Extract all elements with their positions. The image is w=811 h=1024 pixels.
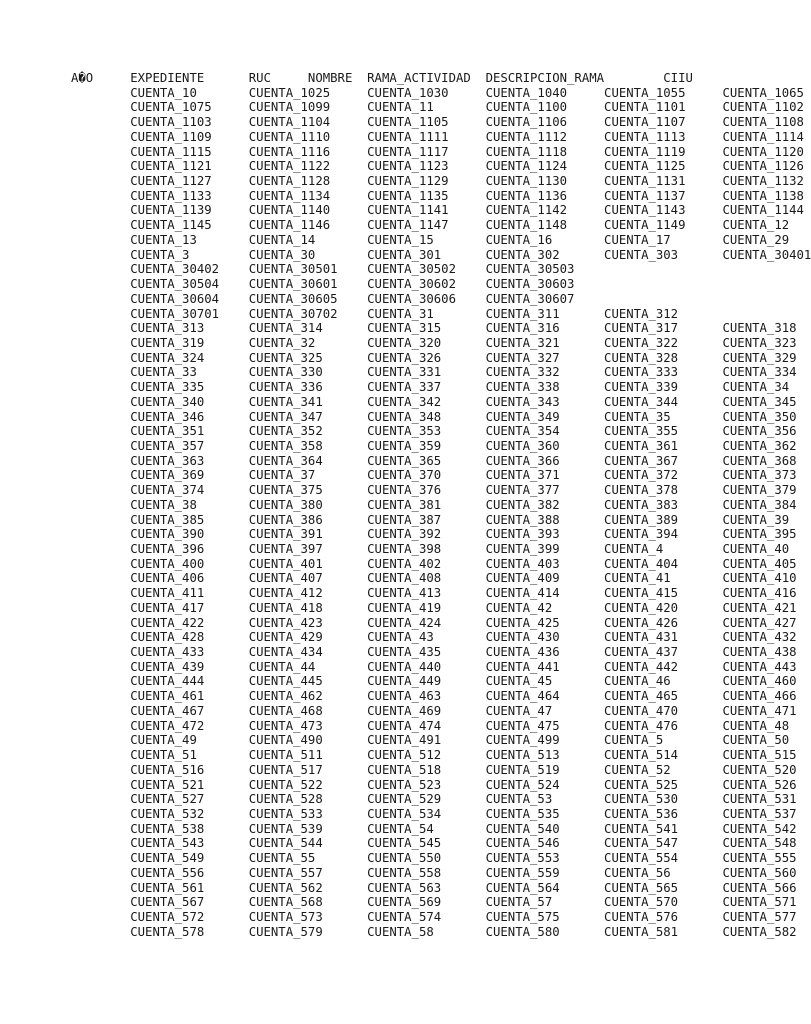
text-line: CUENTA_38 CUENTA_380 CUENTA_381 CUENTA_382 CUENTA_383 CUENTA_384: [71, 497, 797, 512]
text-line: CUENTA_1109 CUENTA_1110 CUENTA_1111 CUENTA_1112 CUENTA_1113 CUENTA_1114: [71, 129, 804, 144]
text-line: CUENTA_374 CUENTA_375 CUENTA_376 CUENTA_377 CUENTA_378 CUENTA_379: [71, 483, 797, 498]
text-line: CUENTA_433 CUENTA_434 CUENTA_435 CUENTA_436 CUENTA_437 CUENTA_438: [71, 645, 797, 660]
text-line: CUENTA_30701 CUENTA_30702 CUENTA_31 CUENTA_311 CUENTA_312: [71, 306, 679, 321]
text-line: CUENTA_1133 CUENTA_1134 CUENTA_1135 CUENTA_1136 CUENTA_1137 CUENTA_1138: [71, 188, 804, 203]
text-line: CUENTA_417 CUENTA_418 CUENTA_419 CUENTA_42 CUENTA_420 CUENTA_421: [71, 600, 797, 615]
text-line: CUENTA_10 CUENTA_1025 CUENTA_1030 CUENTA_1040 CUENTA_1055 CUENTA_1065: [71, 85, 804, 100]
text-line: CUENTA_30504 CUENTA_30601 CUENTA_30602 CUENTA_30603: [71, 277, 575, 292]
text-line: CUENTA_1139 CUENTA_1140 CUENTA_1141 CUENTA_1142 CUENTA_1143 CUENTA_1144: [71, 203, 804, 218]
text-line: CUENTA_340 CUENTA_341 CUENTA_342 CUENTA_343 CUENTA_344 CUENTA_345: [71, 394, 797, 409]
text-line: CUENTA_51 CUENTA_511 CUENTA_512 CUENTA_513 CUENTA_514 CUENTA_515: [71, 748, 797, 763]
text-line: CUENTA_578 CUENTA_579 CUENTA_58 CUENTA_580 CUENTA_581 CUENTA_582: [71, 924, 797, 939]
text-line: CUENTA_467 CUENTA_468 CUENTA_469 CUENTA_47 CUENTA_470 CUENTA_471: [71, 703, 797, 718]
text-line: CUENTA_406 CUENTA_407 CUENTA_408 CUENTA_409 CUENTA_41 CUENTA_410: [71, 571, 797, 586]
text-line: CUENTA_538 CUENTA_539 CUENTA_54 CUENTA_540 CUENTA_541 CUENTA_542: [71, 821, 797, 836]
text-line: CUENTA_400 CUENTA_401 CUENTA_402 CUENTA_403 CUENTA_404 CUENTA_405: [71, 556, 797, 571]
text-line: CUENTA_369 CUENTA_37 CUENTA_370 CUENTA_371 CUENTA_372 CUENTA_373: [71, 468, 797, 483]
text-line: CUENTA_422 CUENTA_423 CUENTA_424 CUENTA_425 CUENTA_426 CUENTA_427: [71, 615, 797, 630]
text-line: CUENTA_1121 CUENTA_1122 CUENTA_1123 CUENTA_1124 CUENTA_1125 CUENTA_1126: [71, 159, 804, 174]
text-line: CUENTA_572 CUENTA_573 CUENTA_574 CUENTA_575 CUENTA_576 CUENTA_577: [71, 909, 797, 924]
text-line: CUENTA_556 CUENTA_557 CUENTA_558 CUENTA_559 CUENTA_56 CUENTA_560: [71, 865, 797, 880]
header-line: A�O EXPEDIENTE RUC NOMBRE RAMA_ACTIVIDAD DESCRIPCION_RAMA CIIU: [71, 71, 693, 85]
text-line: CUENTA_385 CUENTA_386 CUENTA_387 CUENTA_388 CUENTA_389 CUENTA_39: [71, 512, 790, 527]
text-line: CUENTA_543 CUENTA_544 CUENTA_545 CUENTA_546 CUENTA_547 CUENTA_548: [71, 836, 797, 851]
text-line: CUENTA_439 CUENTA_44 CUENTA_440 CUENTA_441 CUENTA_442 CUENTA_443: [71, 659, 797, 674]
text-line: CUENTA_13 CUENTA_14 CUENTA_15 CUENTA_16 CUENTA_17 CUENTA_29: [71, 232, 790, 247]
text-line: CUENTA_567 CUENTA_568 CUENTA_569 CUENTA_57 CUENTA_570 CUENTA_571: [71, 895, 797, 910]
text-line: CUENTA_516 CUENTA_517 CUENTA_518 CUENTA_519 CUENTA_52 CUENTA_520: [71, 762, 797, 777]
text-line: CUENTA_549 CUENTA_55 CUENTA_550 CUENTA_553 CUENTA_554 CUENTA_555: [71, 851, 797, 866]
text-line: CUENTA_357 CUENTA_358 CUENTA_359 CUENTA_360 CUENTA_361 CUENTA_362: [71, 438, 797, 453]
text-line: CUENTA_461 CUENTA_462 CUENTA_463 CUENTA_464 CUENTA_465 CUENTA_466: [71, 689, 797, 704]
text-line: CUENTA_444 CUENTA_445 CUENTA_449 CUENTA_45 CUENTA_46 CUENTA_460: [71, 674, 797, 689]
text-line: CUENTA_1127 CUENTA_1128 CUENTA_1129 CUENTA_1130 CUENTA_1131 CUENTA_1132: [71, 174, 804, 189]
text-line: CUENTA_1145 CUENTA_1146 CUENTA_1147 CUENTA_1148 CUENTA_1149 CUENTA_12: [71, 218, 790, 233]
text-line: CUENTA_313 CUENTA_314 CUENTA_315 CUENTA_316 CUENTA_317 CUENTA_318: [71, 321, 797, 336]
text-line: CUENTA_335 CUENTA_336 CUENTA_337 CUENTA_338 CUENTA_339 CUENTA_34: [71, 380, 790, 395]
text-line: CUENTA_472 CUENTA_473 CUENTA_474 CUENTA_475 CUENTA_476 CUENTA_48: [71, 718, 790, 733]
text-line: CUENTA_30402 CUENTA_30501 CUENTA_30502 CUENTA_30503: [71, 262, 575, 277]
tab-separated-document: [71, 71, 811, 939]
text-line: CUENTA_3 CUENTA_30 CUENTA_301 CUENTA_302 CUENTA_303 CUENTA_30401: [71, 247, 811, 262]
text-line: CUENTA_33 CUENTA_330 CUENTA_331 CUENTA_332 CUENTA_333 CUENTA_334: [71, 365, 797, 380]
text-line: CUENTA_428 CUENTA_429 CUENTA_43 CUENTA_430 CUENTA_431 CUENTA_432: [71, 630, 797, 645]
text-line: CUENTA_1103 CUENTA_1104 CUENTA_1105 CUENTA_1106 CUENTA_1107 CUENTA_1108: [71, 115, 804, 130]
text-line: CUENTA_532 CUENTA_533 CUENTA_534 CUENTA_535 CUENTA_536 CUENTA_537: [71, 806, 797, 821]
text-line: CUENTA_49 CUENTA_490 CUENTA_491 CUENTA_499 CUENTA_5 CUENTA_50: [71, 733, 790, 748]
text-line: CUENTA_351 CUENTA_352 CUENTA_353 CUENTA_354 CUENTA_355 CUENTA_356: [71, 424, 797, 439]
text-line: CUENTA_324 CUENTA_325 CUENTA_326 CUENTA_327 CUENTA_328 CUENTA_329: [71, 350, 797, 365]
text-line: CUENTA_319 CUENTA_32 CUENTA_320 CUENTA_321 CUENTA_322 CUENTA_323: [71, 335, 797, 350]
text-line: CUENTA_527 CUENTA_528 CUENTA_529 CUENTA_53 CUENTA_530 CUENTA_531: [71, 792, 797, 807]
text-line: CUENTA_346 CUENTA_347 CUENTA_348 CUENTA_349 CUENTA_35 CUENTA_350: [71, 409, 797, 424]
text-line: CUENTA_363 CUENTA_364 CUENTA_365 CUENTA_366 CUENTA_367 CUENTA_368: [71, 453, 797, 468]
text-line: CUENTA_411 CUENTA_412 CUENTA_413 CUENTA_414 CUENTA_415 CUENTA_416: [71, 586, 797, 601]
text-line: CUENTA_1075 CUENTA_1099 CUENTA_11 CUENTA_1100 CUENTA_1101 CUENTA_1102: [71, 100, 804, 115]
text-line: CUENTA_390 CUENTA_391 CUENTA_392 CUENTA_393 CUENTA_394 CUENTA_395: [71, 527, 797, 542]
text-line: CUENTA_521 CUENTA_522 CUENTA_523 CUENTA_524 CUENTA_525 CUENTA_526: [71, 777, 797, 792]
text-line: CUENTA_1115 CUENTA_1116 CUENTA_1117 CUENTA_1118 CUENTA_1119 CUENTA_1120: [71, 144, 804, 159]
text-line: CUENTA_30604 CUENTA_30605 CUENTA_30606 CUENTA_30607: [71, 291, 575, 306]
text-line: CUENTA_561 CUENTA_562 CUENTA_563 CUENTA_564 CUENTA_565 CUENTA_566: [71, 880, 797, 895]
text-line: CUENTA_396 CUENTA_397 CUENTA_398 CUENTA_399 CUENTA_4 CUENTA_40: [71, 542, 790, 556]
